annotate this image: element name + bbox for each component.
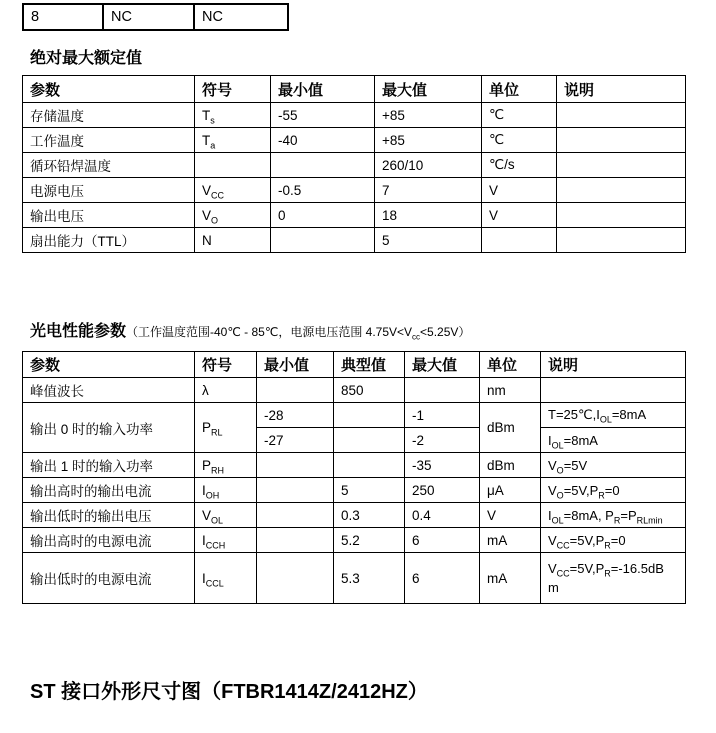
symbol-cell: $V_{CC}$ — [195, 178, 271, 203]
unit-cell: μA — [480, 478, 541, 503]
max-cell: -1 — [405, 403, 480, 428]
unit-cell: ℃ — [482, 103, 557, 128]
max-cell: 6 — [405, 553, 480, 604]
param-cell: 扇出能力（TTL） — [23, 228, 195, 253]
unit-cell: ℃/s — [482, 153, 557, 178]
pin-function-cell: NC — [194, 4, 288, 30]
opto-title-text: 光电性能参数 — [30, 323, 127, 340]
param-cell: 输出电压 — [23, 203, 195, 228]
min-cell — [257, 553, 334, 604]
table-row — [23, 553, 686, 604]
symbol-cell: λ — [195, 378, 257, 403]
unit-cell: nm — [480, 378, 541, 403]
symbol-cell: $I_{CCL}$ — [195, 553, 257, 604]
note-cell — [557, 103, 686, 128]
note-cell: $I_{OL}=8mA$ — [541, 428, 686, 453]
note-cell — [541, 378, 686, 403]
unit-cell: dBm — [480, 403, 541, 453]
param-cell: 输出高时的电源电流 — [23, 528, 195, 553]
param-cell: 输出 0 时的输入功率 — [23, 403, 195, 453]
table-row — [23, 103, 686, 128]
param-cell: 存储温度 — [23, 103, 195, 128]
table-header-row — [23, 352, 686, 378]
max-cell — [405, 378, 480, 403]
table-row — [23, 153, 686, 178]
pin-name-cell: NC — [103, 4, 194, 30]
symbol-cell: $I_{OH}$ — [195, 478, 257, 503]
symbol-cell: $P_{RL}$ — [195, 403, 257, 453]
symbol-cell: $V_O$ — [195, 203, 271, 228]
param-cell: 输出 1 时的输入功率 — [23, 453, 195, 478]
col-header-symbol: 符号 — [195, 352, 257, 378]
typ-cell — [334, 428, 405, 453]
min-cell — [257, 478, 334, 503]
col-header-max: 最大值 — [405, 352, 480, 378]
max-cell: 0.4 — [405, 503, 480, 528]
opto-param-table — [22, 351, 686, 604]
min-cell — [257, 528, 334, 553]
table-row — [23, 503, 686, 528]
note-cell — [557, 128, 686, 153]
opto-title-condition: （工作温度范围-40℃ - 85℃，电源电压范围 $4.75V<V_{cc}<5.25V$） — [126, 325, 471, 342]
unit-cell: ℃ — [482, 128, 557, 153]
unit-cell — [482, 228, 557, 253]
max-cell: 6 — [405, 528, 480, 553]
note-cell — [557, 153, 686, 178]
table-header-row — [23, 76, 686, 103]
pin-table — [22, 3, 289, 31]
col-header-note: 说明 — [541, 352, 686, 378]
min-cell: -28 — [257, 403, 334, 428]
col-header-max: 最大值 — [375, 76, 482, 103]
note-cell — [557, 178, 686, 203]
pin-number-cell: 8 — [23, 4, 103, 30]
typ-cell: 0.3 — [334, 503, 405, 528]
min-cell — [271, 153, 375, 178]
min-cell: -55 — [271, 103, 375, 128]
note-cell: $V_O=5V,P_R=0$ — [541, 478, 686, 503]
param-cell: 输出高时的输出电流 — [23, 478, 195, 503]
max-cell: -2 — [405, 428, 480, 453]
col-header-unit: 单位 — [482, 76, 557, 103]
max-cell: 250 — [405, 478, 480, 503]
abs-max-section-title: 绝对最大额定值 — [30, 50, 143, 67]
col-header-min: 最小值 — [257, 352, 334, 378]
symbol-cell: $I_{CCH}$ — [195, 528, 257, 553]
col-header-note: 说明 — [557, 76, 686, 103]
param-cell: 输出低时的电源电流 — [23, 553, 195, 604]
table-row — [23, 378, 686, 403]
note-cell — [557, 203, 686, 228]
unit-cell: mA — [480, 553, 541, 604]
min-cell — [257, 503, 334, 528]
max-cell: +85 — [375, 128, 482, 153]
unit-cell: dBm — [480, 453, 541, 478]
table-row — [23, 453, 686, 478]
note-cell — [557, 228, 686, 253]
param-cell: 循环铅焊温度 — [23, 153, 195, 178]
col-header-param: 参数 — [23, 352, 195, 378]
min-cell — [257, 378, 334, 403]
note-cell: $T=25℃,I_{OL}=8mA$ — [541, 403, 686, 428]
table-row — [23, 128, 686, 153]
table-row — [23, 478, 686, 503]
min-cell: -40 — [271, 128, 375, 153]
unit-cell: V — [482, 178, 557, 203]
table-row — [23, 203, 686, 228]
min-cell: -27 — [257, 428, 334, 453]
note-cell: $V_O=5V$ — [541, 453, 686, 478]
min-cell: 0 — [271, 203, 375, 228]
table-row — [23, 4, 288, 30]
symbol-cell: $T_s$ — [195, 103, 271, 128]
symbol-cell: N — [195, 228, 271, 253]
param-cell: 工作温度 — [23, 128, 195, 153]
table-row — [23, 528, 686, 553]
typ-cell: 5.3 — [334, 553, 405, 604]
max-cell: 18 — [375, 203, 482, 228]
table-row — [23, 403, 686, 428]
note-cell: $V_{CC}=5V,P_R=-16.5dBm$ — [541, 553, 686, 604]
symbol-cell: $V_{OL}$ — [195, 503, 257, 528]
table-row — [23, 228, 686, 253]
min-cell — [271, 228, 375, 253]
typ-cell — [334, 403, 405, 428]
max-cell: +85 — [375, 103, 482, 128]
table-row — [23, 178, 686, 203]
max-cell: 5 — [375, 228, 482, 253]
max-cell: -35 — [405, 453, 480, 478]
col-header-min: 最小值 — [271, 76, 375, 103]
unit-cell: V — [482, 203, 557, 228]
typ-cell — [334, 453, 405, 478]
symbol-cell — [195, 153, 271, 178]
note-cell: $I_{OL}=8mA$, $P_R=P_{RLmin}$ — [541, 503, 686, 528]
unit-cell: V — [480, 503, 541, 528]
st-dimension-title: ST 接口外形尺寸图（FTBR1414Z/2412HZ） — [30, 681, 428, 703]
param-cell: 电源电压 — [23, 178, 195, 203]
typ-cell: 5.2 — [334, 528, 405, 553]
typ-cell: 850 — [334, 378, 405, 403]
abs-max-table — [22, 75, 686, 253]
unit-cell: mA — [480, 528, 541, 553]
max-cell: 260/10 — [375, 153, 482, 178]
col-header-unit: 单位 — [480, 352, 541, 378]
symbol-cell: $P_{RH}$ — [195, 453, 257, 478]
note-cell: $V_{CC}=5V,P_R=0$ — [541, 528, 686, 553]
col-header-param: 参数 — [23, 76, 195, 103]
col-header-symbol: 符号 — [195, 76, 271, 103]
typ-cell: 5 — [334, 478, 405, 503]
symbol-cell: $T_a$ — [195, 128, 271, 153]
param-cell: 峰值波长 — [23, 378, 195, 403]
col-header-typ: 典型值 — [334, 352, 405, 378]
min-cell — [257, 453, 334, 478]
min-cell: -0.5 — [271, 178, 375, 203]
opto-section-title — [30, 323, 470, 341]
max-cell: 7 — [375, 178, 482, 203]
param-cell: 输出低时的输出电压 — [23, 503, 195, 528]
